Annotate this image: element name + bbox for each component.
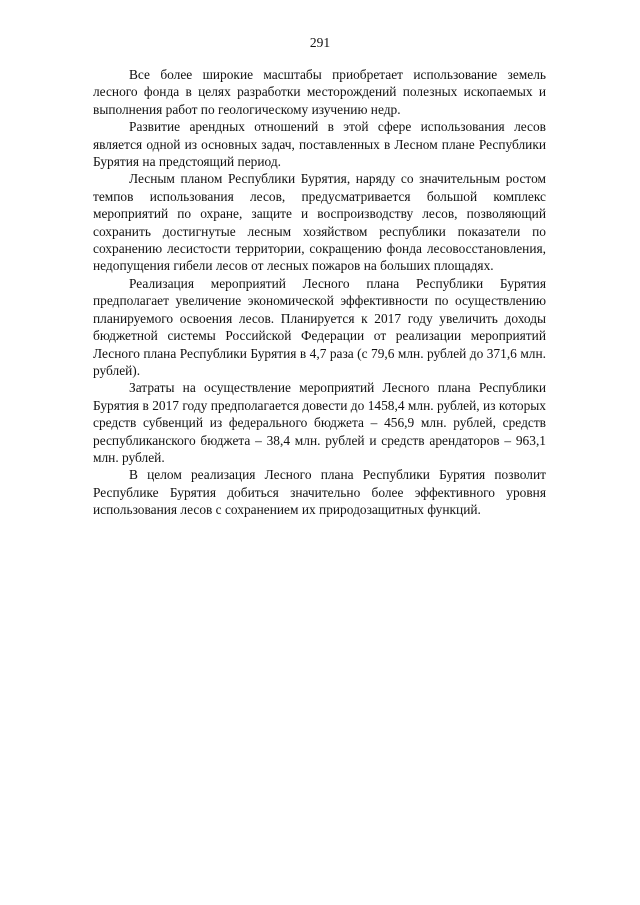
page-number: 291 (309, 35, 331, 50)
paragraph: Лесным планом Республики Бурятия, наряду со значительным ростом темпов использования лесов, предусматривается большой комплекс мероприятий по охране, защите и воспроизводству лесов, позволяющий сохранить достигнутые лесным хозяйством республики показатели по сохранению лесистости территории, сокращению фонда лесовосстановления, недопущения гибели лесов от лесных пожаров на больших площадях. (93, 171, 546, 274)
paragraph: В целом реализация Лесного плана Республики Бурятия позволит Республике Бурятия добиться значительно более эффективного уровня использования лесов с сохранением их природозащитных функций. (93, 467, 546, 518)
paragraph: Реализация мероприятий Лесного плана Республики Бурятия предполагает увеличение экономической эффективности по осуществлению планируемого освоения лесов. Планируется к 2017 году увеличить доходы бюджетной системы Российской Федерации от реализации мероприятий Лесного плана Республики Бурятия в 4,7 раза (с 79,6 млн. рублей до 371,6 млн. рублей). (93, 275, 546, 378)
document-body (93, 66, 546, 519)
paragraph: Развитие арендных отношений в этой сфере использования лесов является одной из основных задач, поставленных в Лесном плане Республики Бурятия на предстоящий период. (93, 119, 546, 170)
paragraph: Затраты на осуществление мероприятий Лесного плана Республики Бурятия в 2017 году предполагается довести до 1458,4 млн. рублей, из которых средств субвенций из федерального бюджета – 456,9 млн. рублей, средств республиканского бюджета – 38,4 млн. рублей и средств арендаторов – 963,1 млн. рублей. (93, 380, 546, 465)
paragraph: Все более широкие масштабы приобретает использование земель лесного фонда в целях разработки месторождений полезных ископаемых и выполнения работ по геологическому изучению недр. (93, 67, 546, 117)
